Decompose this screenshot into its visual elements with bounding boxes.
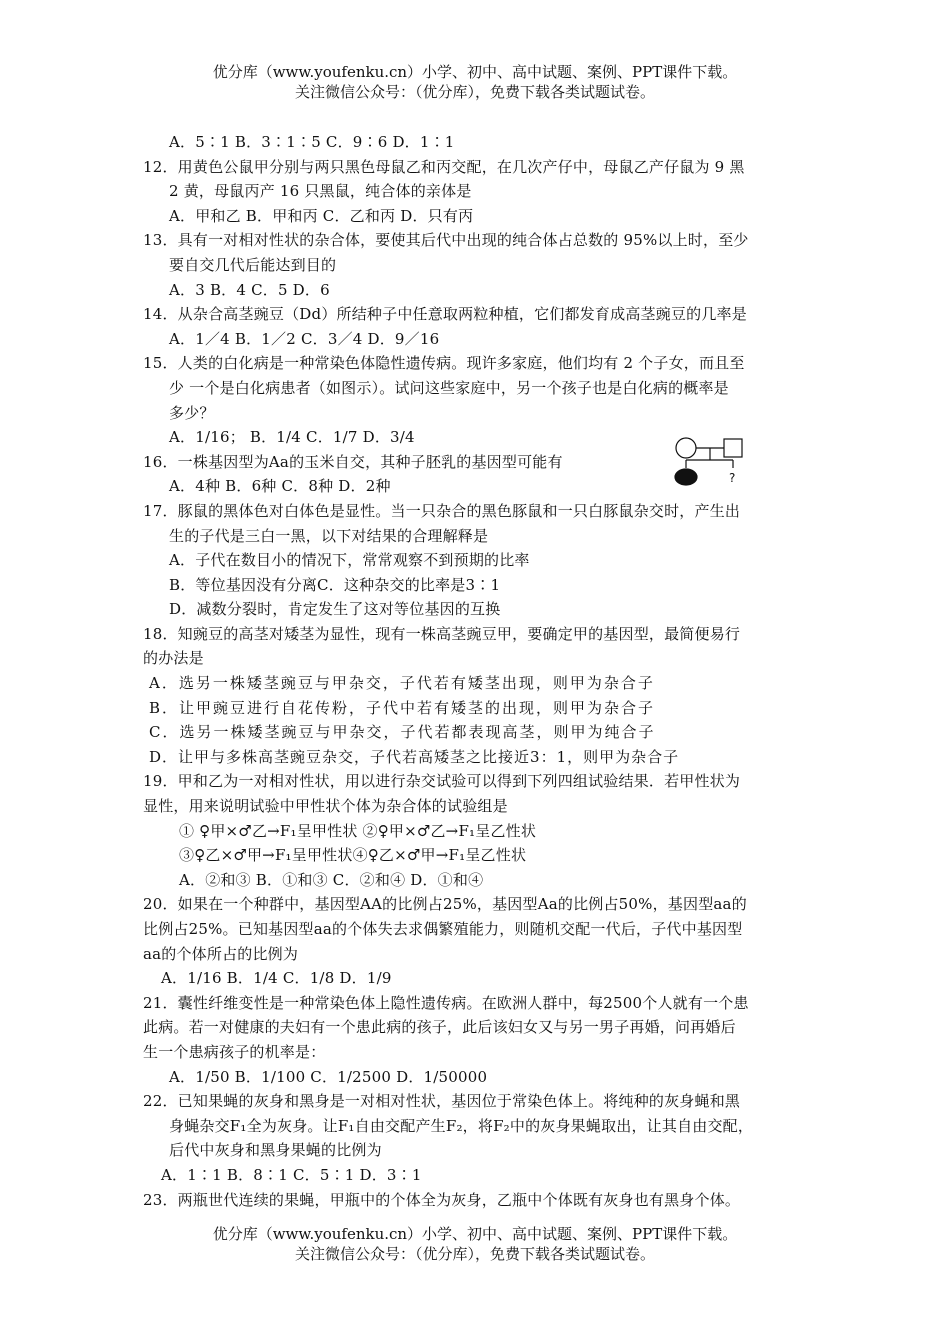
affected-child-icon bbox=[675, 469, 697, 485]
cross-group-12: ① ♀甲×♂乙→F₁呈甲性状 ②♀甲×♂乙→F₁呈乙性状 bbox=[179, 821, 537, 840]
header-line-1: 优分库（www.youfenku.cn）小学、初中、高中试题、案例、PPT课件下载。 bbox=[212, 63, 738, 81]
mother-circle-icon bbox=[676, 438, 696, 458]
options-22: A．1∶1 B．8∶1 C．5∶1 D．3∶1 bbox=[161, 1165, 422, 1184]
option-17d: D．减数分裂时，肯定发生了这对等位基因的互换 bbox=[169, 600, 501, 619]
options-14: A．1／4 B．1／2 C．3／4 D．9／16 bbox=[169, 329, 440, 348]
options-16: A．4种 B．6种 C．8种 D．2种 bbox=[169, 477, 391, 496]
question-13: 13．具有一对相对性状的杂合体，要使其后代中出现的纯合体占总数的 95%以上时，至少 bbox=[143, 231, 749, 250]
question-15: 15．人类的白化病是一种常染色体隐性遗传病。现许多家庭，他们均有 2 个子女，而且至 bbox=[143, 354, 745, 373]
options-15: A．1/16； B．1/4 C．1/7 D．3/4 bbox=[169, 428, 415, 447]
text-line: 2 黄，母鼠丙产 16 只黑鼠，纯合体的亲体是 bbox=[169, 182, 472, 201]
text-line: 生的子代是三白一黑，以下对结果的合理解释是 bbox=[169, 526, 489, 545]
text-line: 多少？ bbox=[169, 403, 215, 422]
cross-group-34: ③♀乙×♂甲→F₁呈甲性状④♀乙×♂甲→F₁呈乙性状 bbox=[179, 846, 527, 865]
options-21: A．1/50 B．1/100 C．1/2500 D．1/50000 bbox=[169, 1067, 488, 1086]
text-line: 的办法是 bbox=[143, 649, 204, 668]
pedigree-diagram bbox=[670, 436, 780, 496]
question-18: 18．知豌豆的高茎对矮茎为显性，现有一株高茎豌豆甲，要确定甲的基因型，最简便易行 bbox=[143, 624, 741, 643]
text-line: 少 一个是白化病患者（如图示）。试问这些家庭中，另一个孩子也是白化病的概率是 bbox=[169, 378, 729, 397]
options-19: A．②和③ B．①和③ C．②和④ D．①和④ bbox=[179, 870, 484, 889]
text-line: 此病。若一对健康的夫妇有一个患此病的孩子，此后该妇女又与另一男子再婚，问再婚后 bbox=[143, 1018, 736, 1037]
options-20: A．1/16 B．1/4 C．1/8 D．1/9 bbox=[161, 969, 392, 988]
question-22: 22．已知果蝇的灰身和黑身是一对相对性状，基因位于常染色体上。将纯种的灰身蝇和黑 bbox=[143, 1092, 741, 1111]
question-16: 16．一株基因型为Aa的玉米自交，其种子胚乳的基因型可能有 bbox=[143, 452, 563, 471]
option-17bc: B．等位基因没有分离C．这种杂交的比率是3∶1 bbox=[169, 575, 501, 594]
text-line: A．5∶1 B．3∶1∶5 C．9∶6 D．1∶1 bbox=[169, 133, 455, 151]
page-footer bbox=[0, 1224, 950, 1264]
text-line: 要自交几代后能达到目的 bbox=[169, 255, 337, 274]
page-header bbox=[0, 62, 950, 102]
question-19: 19．甲和乙为一对相对性状，用以进行杂交试验可以得到下列四组试验结果．若甲性状为 bbox=[143, 772, 741, 791]
question-12: 12．用黄色公鼠甲分别与两只黑色母鼠乙和丙交配，在几次产仔中，母鼠乙产仔鼠为 9 黑 bbox=[143, 157, 745, 176]
text-line: 身蝇杂交F₁全为灰身。让F₁自由交配产生F₂，将F₂中的灰身果蝇取出，让其自由交配， bbox=[169, 1116, 754, 1135]
text-line: aa的个体所占的比例为 bbox=[143, 944, 299, 963]
question-content bbox=[143, 130, 823, 1212]
text-line: 生一个患病孩子的机率是： bbox=[143, 1042, 326, 1061]
question-14: 14．从杂合高茎豌豆（Dd）所结种子中任意取两粒种植，它们都发育成高茎豌豆的几率是 bbox=[143, 305, 747, 324]
question-17: 17．豚鼠的黑体色对白体色是显性。当一只杂合的黑色豚鼠和一只白豚鼠杂交时，产生出 bbox=[143, 501, 741, 520]
text-line: 比例占25%。已知基因型aa的个体失去求偶繁殖能力，则随机交配一代后，子代中基因型 bbox=[143, 920, 743, 938]
father-square-icon bbox=[724, 439, 742, 457]
header-line-2: 关注微信公众号：（优分库），免费下载各类试题试卷。 bbox=[294, 83, 655, 101]
text-line: 后代中灰身和黑身果蝇的比例为 bbox=[169, 1141, 382, 1160]
options-12: A．甲和乙 B．甲和丙 C．乙和丙 D．只有丙 bbox=[169, 206, 474, 225]
footer-line-1: 优分库（www.youfenku.cn）小学、初中、高中试题、案例、PPT课件下载。 bbox=[212, 1225, 738, 1243]
text-line: 显性，用来说明试验中甲性状个体为杂合体的试验组是 bbox=[143, 797, 508, 816]
option-17a: A．子代在数目小的情况下，常常观察不到预期的比率 bbox=[169, 551, 530, 570]
option-18b: B．让甲豌豆进行自花传粉，子代中若有矮茎的出现，则甲为杂合子 bbox=[149, 698, 656, 717]
option-18a: A．选另一株矮茎豌豆与甲杂交，子代若有矮茎出现，则甲为杂合子 bbox=[149, 674, 655, 693]
question-23: 23．两瓶世代连续的果蝇，甲瓶中的个体全为灰身，乙瓶中个体既有灰身也有黑身个体。 bbox=[143, 1190, 741, 1209]
question-20: 20．如果在一个种群中，基因型AA的比例占25%，基因型Aa的比例占50%，基因型aa的 bbox=[143, 895, 747, 914]
footer-line-2: 关注微信公众号：（优分库），免费下载各类试题试卷。 bbox=[294, 1245, 655, 1263]
option-18d: D．让甲与多株高茎豌豆杂交，子代若高矮茎之比接近3：1，则甲为杂合子 bbox=[149, 747, 680, 766]
unknown-child-mark: ? bbox=[729, 471, 736, 485]
options-13: A．3 B．4 C．5 D．6 bbox=[169, 280, 330, 299]
question-21: 21．囊性纤维变性是一种常染色体上隐性遗传病。在欧洲人群中，每2500个人就有一个患 bbox=[143, 993, 749, 1012]
option-18c: C．选另一株矮茎豌豆与甲杂交，子代若都表现高茎，则甲为纯合子 bbox=[149, 723, 656, 742]
